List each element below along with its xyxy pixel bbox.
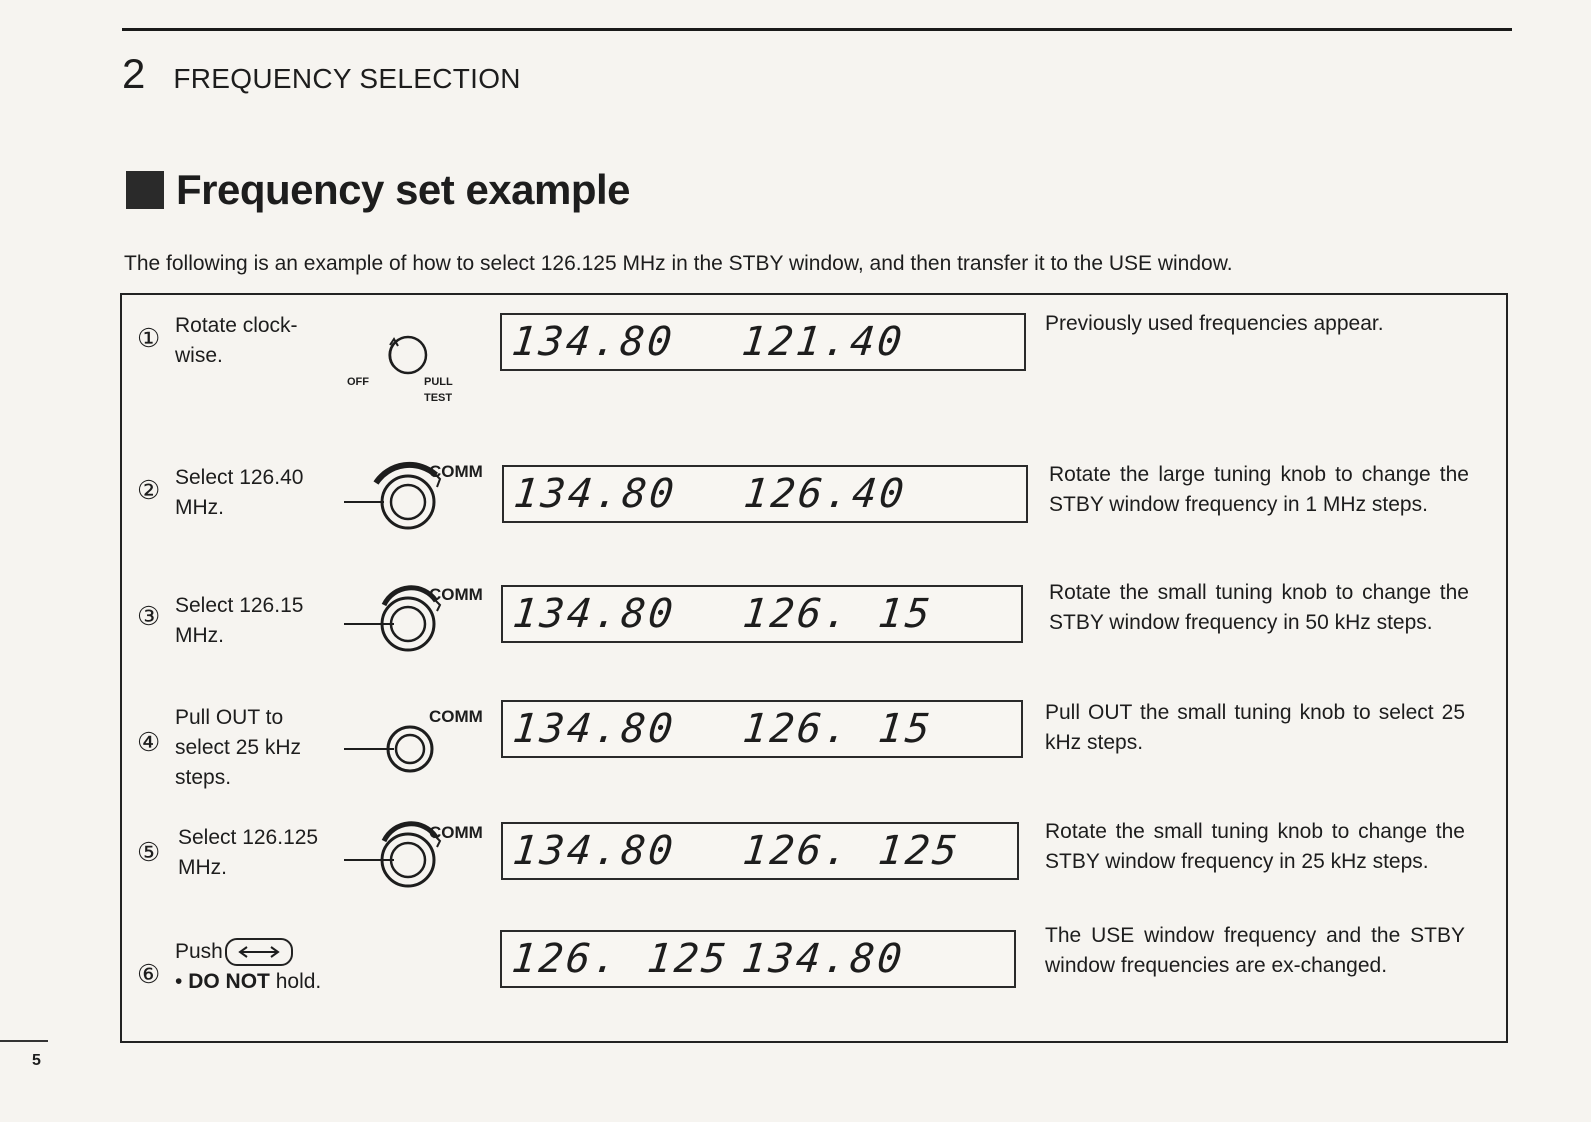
step-instruction bbox=[178, 823, 318, 883]
footer-rule bbox=[0, 1040, 48, 1042]
test-label: TEST bbox=[424, 392, 453, 404]
power-knob-icon bbox=[372, 333, 432, 381]
push-text: Push bbox=[175, 940, 223, 963]
step-instruction bbox=[175, 703, 301, 793]
step-number: ① bbox=[137, 323, 161, 353]
instruction-line bbox=[175, 967, 321, 997]
section-heading bbox=[126, 166, 630, 214]
step-description: Previously used frequencies appear. bbox=[1045, 312, 1384, 335]
step-description: The USE window frequency and the STBY window frequencies are ex-changed. bbox=[1045, 924, 1465, 977]
step-description: Rotate the large tuning knob to change the STBY window frequency in 1 MHz steps. bbox=[1049, 463, 1469, 516]
instruction-line: Select 126.125 bbox=[178, 826, 319, 849]
step-number: ② bbox=[137, 475, 161, 505]
step-number: ③ bbox=[137, 601, 161, 631]
section-bullet-icon bbox=[126, 171, 164, 209]
step-number: ⑤ bbox=[137, 837, 161, 867]
step-instruction bbox=[175, 937, 321, 997]
instruction-line: Select 126.15 bbox=[175, 594, 304, 617]
step-description: Pull OUT the small tuning knob to select 25 kHz steps. bbox=[1045, 701, 1465, 754]
example-box bbox=[120, 293, 1508, 1043]
instruction-line bbox=[175, 937, 321, 967]
lcd-display bbox=[500, 313, 1026, 371]
stby-frequency: 126. 15 bbox=[740, 591, 935, 637]
stby-frequency: 134.80 bbox=[739, 936, 907, 982]
instruction-line: wise. bbox=[175, 344, 223, 367]
pull-label: PULL bbox=[424, 376, 453, 388]
top-rule bbox=[122, 28, 1512, 31]
step-instruction bbox=[175, 463, 303, 523]
instruction-line: select 25 kHz bbox=[175, 736, 302, 759]
instruction-line: MHz. bbox=[175, 496, 224, 519]
step-instruction bbox=[175, 311, 298, 371]
page-number: 5 bbox=[32, 1052, 41, 1069]
section-title: Frequency set example bbox=[176, 166, 631, 213]
comm-label: COMM bbox=[429, 585, 483, 604]
instruction-line: MHz. bbox=[178, 856, 227, 879]
lcd-display bbox=[502, 465, 1028, 523]
stby-frequency: 126. 125 bbox=[740, 828, 963, 874]
use-frequency: 134.80 bbox=[510, 706, 678, 752]
step-number: ⑥ bbox=[137, 959, 161, 989]
lcd-display bbox=[501, 585, 1023, 643]
comm-label: COMM bbox=[429, 823, 483, 842]
step-description: Rotate the small tuning knob to change the STBY window frequency in 50 kHz steps. bbox=[1049, 581, 1469, 634]
warning-rest: hold. bbox=[269, 970, 322, 993]
use-frequency: 134.80 bbox=[510, 591, 678, 637]
comm-label: COMM bbox=[429, 707, 483, 726]
warning-emphasis: DO NOT bbox=[188, 970, 270, 993]
step-description: Rotate the small tuning knob to change the STBY window frequency in 25 kHz steps. bbox=[1045, 820, 1465, 873]
chapter-number: 2 bbox=[122, 50, 146, 97]
instruction-line: Select 126.40 bbox=[175, 466, 304, 489]
use-frequency: 126. 125 bbox=[509, 936, 732, 982]
lcd-display bbox=[501, 822, 1019, 880]
stby-frequency: 121.40 bbox=[739, 319, 907, 365]
intro-text: The following is an example of how to select 126.125 MHz in the STBY window, and then transfer it to the USE window. bbox=[124, 252, 1233, 275]
instruction-line: Rotate clock- bbox=[175, 314, 298, 337]
chapter-header bbox=[122, 50, 521, 98]
stby-frequency: 126. 15 bbox=[740, 706, 935, 752]
bullet: • bbox=[175, 970, 183, 993]
off-label: OFF bbox=[347, 376, 369, 388]
instruction-line: steps. bbox=[175, 766, 232, 789]
comm-label: COMM bbox=[429, 462, 483, 481]
instruction-line: Pull OUT to bbox=[175, 706, 284, 729]
step-number: ④ bbox=[137, 727, 161, 757]
use-frequency: 134.80 bbox=[509, 319, 677, 365]
transfer-key-icon bbox=[225, 938, 293, 966]
lcd-display bbox=[501, 700, 1023, 758]
chapter-title: FREQUENCY SELECTION bbox=[173, 63, 521, 94]
use-frequency: 134.80 bbox=[511, 471, 679, 517]
step-instruction bbox=[175, 591, 303, 651]
instruction-line: MHz. bbox=[175, 624, 224, 647]
lcd-display bbox=[500, 930, 1016, 988]
stby-frequency: 126.40 bbox=[741, 471, 909, 517]
use-frequency: 134.80 bbox=[510, 828, 678, 874]
